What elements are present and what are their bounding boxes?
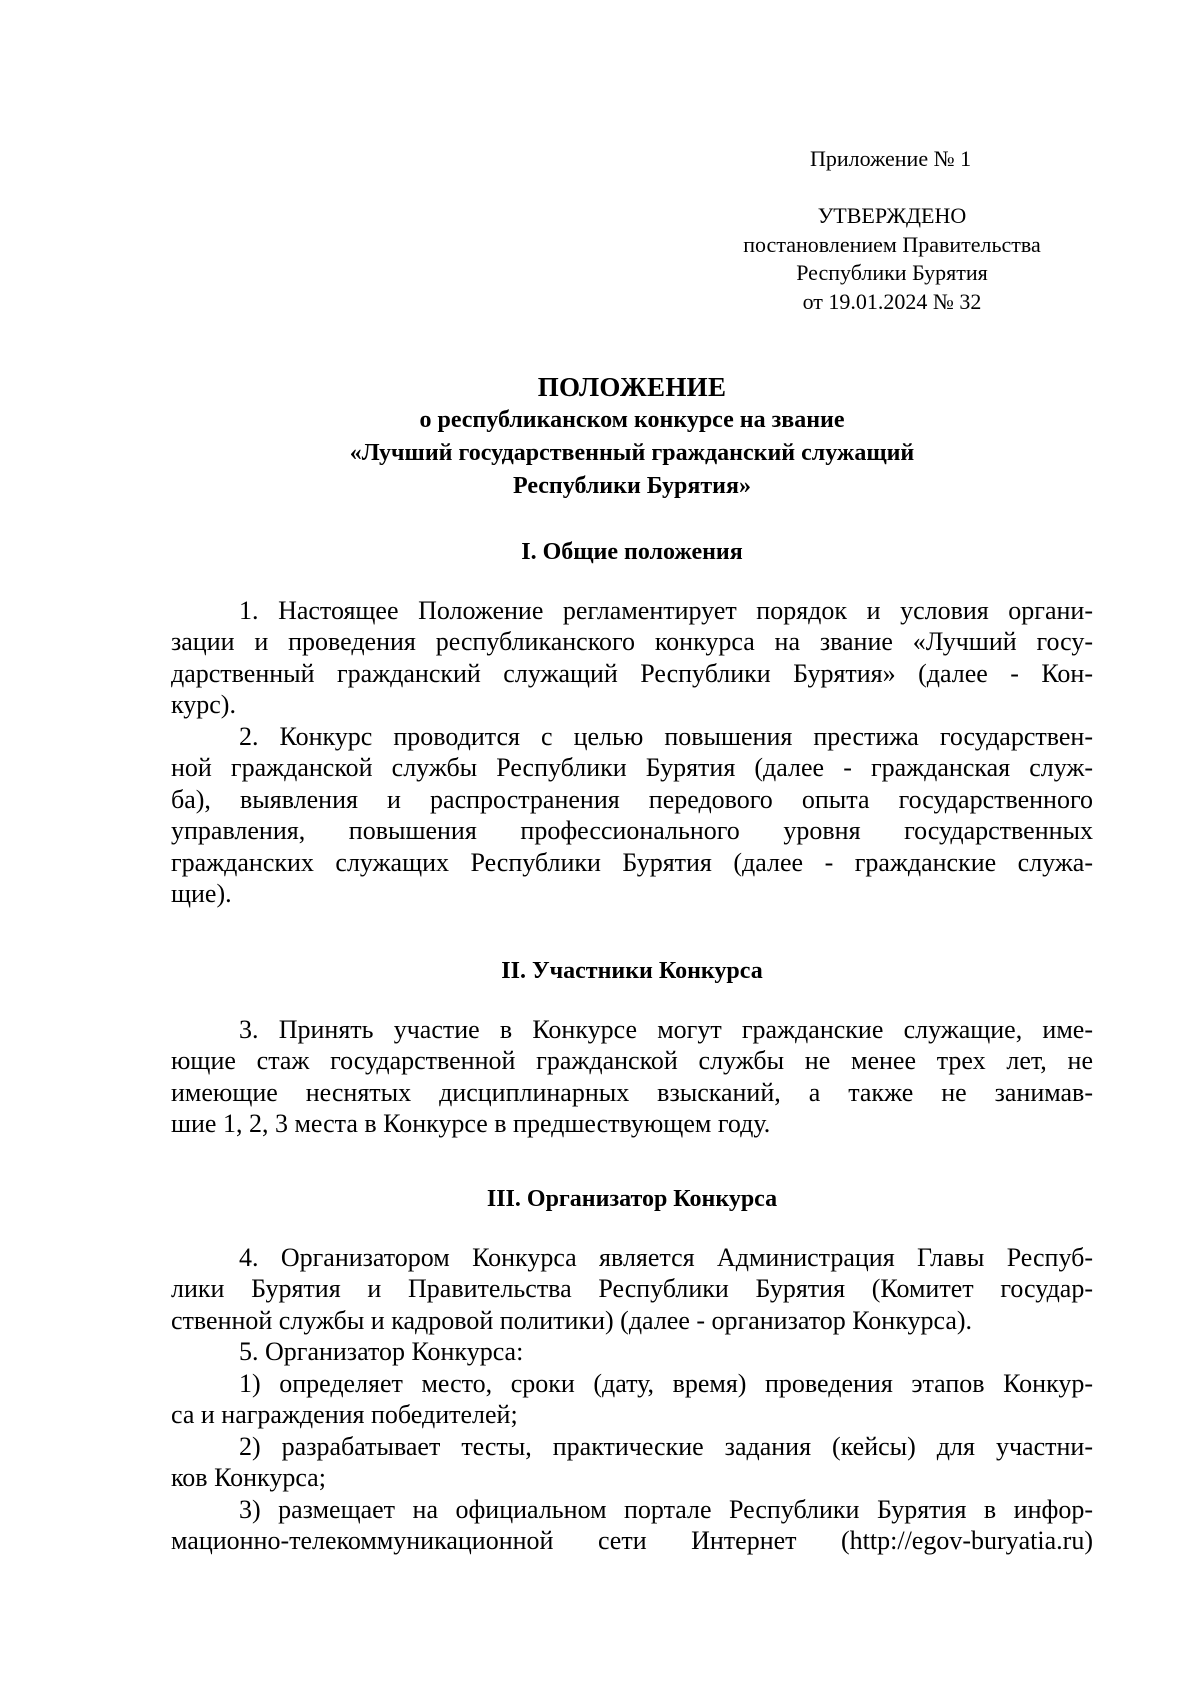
- section-heading-2: II. Участники Конкурса: [501, 958, 763, 984]
- paragraph-line: 5. Организатор Конкурса:: [239, 1337, 524, 1366]
- paragraph-line: ющие стаж государственной гражданской службы не менее трех лет, не: [171, 1046, 1093, 1076]
- paragraph-line: 4. Организатором Конкурса является Администрация Главы Респуб-: [239, 1243, 1093, 1272]
- approval-stamp: [722, 202, 1062, 316]
- title-main: ПОЛОЖЕНИЕ: [537, 372, 727, 402]
- paragraph-line: ба), выявления и распространения передового опыта государственного: [171, 784, 1093, 814]
- paragraph-line: дарственный гражданский служащий Республики Бурятия» (далее - Кон-: [171, 658, 1093, 688]
- paragraph-line: курс).: [171, 690, 236, 720]
- title-line-1: о республиканском конкурсе на звание: [419, 407, 845, 433]
- paragraph-line: 3) размещает на официальном портале Республики Бурятия в инфор-: [239, 1495, 1093, 1524]
- paragraph-line: щие).: [171, 879, 232, 909]
- paragraph-line: лики Бурятия и Правительства Республики Бурятия (Комитет государ-: [171, 1274, 1093, 1304]
- paragraph-line: са и награждения победителей;: [171, 1400, 518, 1430]
- paragraph-4: [171, 1242, 1093, 1336]
- paragraph-line: 3. Принять участие в Конкурсе могут гражданские служащие, име-: [239, 1015, 1093, 1044]
- title-line-2: «Лучший государственный гражданский служащий: [349, 440, 915, 466]
- paragraph-line: гражданских служащих Республики Бурятия (далее - гражданские служа-: [171, 847, 1093, 877]
- paragraph-5: [171, 1336, 1093, 1367]
- section-heading-3: III. Организатор Конкурса: [486, 1186, 778, 1212]
- paragraph-line: 2) разрабатывает тесты, практические задания (кейсы) для участни-: [239, 1432, 1093, 1461]
- paragraph-line: 1. Настоящее Положение регламентирует порядок и условия органи-: [239, 596, 1093, 625]
- approved-by-line-1: постановлением Правительства: [743, 231, 1041, 257]
- approved-by-line-2: Республики Бурятия: [796, 260, 988, 285]
- approved-label: УТВЕРЖДЕНО: [817, 203, 967, 228]
- paragraph-1: [171, 595, 1093, 721]
- paragraph-5-item-1: [171, 1368, 1093, 1431]
- section-heading-1: I. Общие положения: [521, 539, 743, 565]
- paragraph-line: шие 1, 2, 3 места в Конкурсе в предшествующем году.: [171, 1109, 771, 1139]
- paragraph-line: зации и проведения республиканского конкурса на звание «Лучший госу-: [171, 627, 1093, 657]
- paragraph-2: [171, 721, 1093, 909]
- paragraph-5-item-3: [171, 1494, 1093, 1557]
- paragraph-line: 1) определяет место, сроки (дату, время) проведения этапов Конкур-: [239, 1369, 1093, 1398]
- paragraph-line: управления, повышения профессионального уровня государственных: [171, 816, 1093, 846]
- paragraph-3: [171, 1014, 1093, 1140]
- paragraph-line: мационно-телекоммуникационной сети Интернет (http://egov-buryatia.ru): [171, 1526, 1093, 1556]
- paragraph-line: ственной службы и кадровой политики) (далее - организатор Конкурса).: [171, 1305, 973, 1335]
- approved-date: от 19.01.2024 № 32: [802, 288, 982, 314]
- title-line-3: Республики Бурятия»: [512, 473, 751, 499]
- appendix-label: Приложение № 1: [810, 146, 972, 171]
- paragraph-line: имеющие неснятых дисциплинарных взысканий, а также не занимав-: [171, 1077, 1093, 1107]
- paragraph-line: ной гражданской службы Республики Бурятия (далее - гражданская служ-: [171, 753, 1093, 783]
- document-title: [170, 370, 1094, 503]
- paragraph-line: ков Конкурса;: [171, 1463, 326, 1493]
- paragraph-5-item-2: [171, 1431, 1093, 1494]
- paragraph-line: 2. Конкурс проводится с целью повышения престижа государствен-: [239, 722, 1093, 751]
